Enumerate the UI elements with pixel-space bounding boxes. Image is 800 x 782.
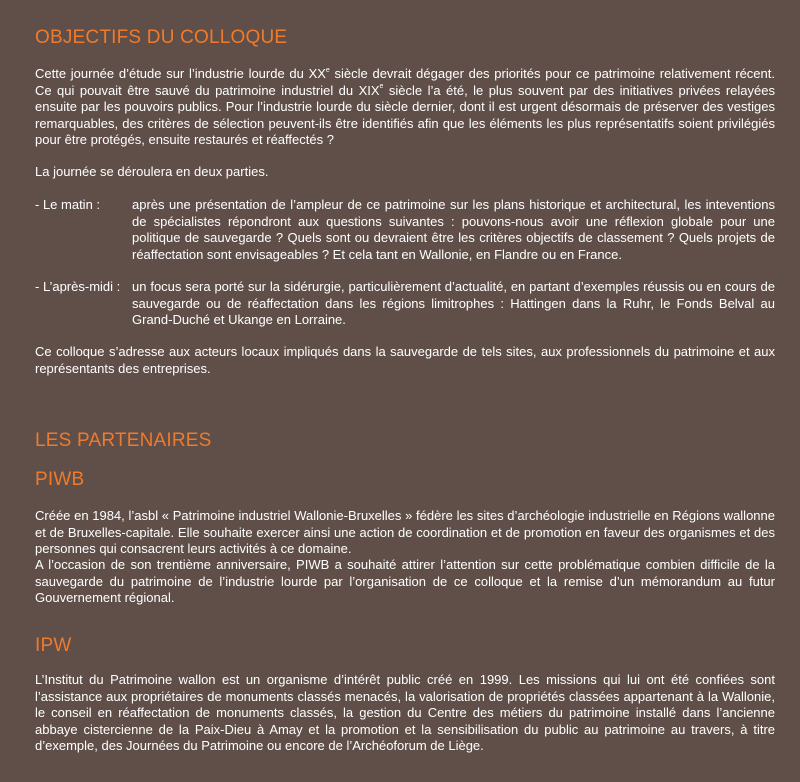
intro-text-1: Cette journée d’étude sur l’industrie lourde du XX (35, 66, 326, 81)
apresmidi-label: - L’après-midi : (35, 279, 121, 294)
piwb-heading: PIWB (35, 469, 85, 490)
apresmidi-item (35, 279, 775, 329)
intro-superscript-1: e (325, 66, 330, 74)
matin-text: après une présentation de l’ampleur de ce patrimoine sur les plans historique et architectural, les inteventions de spécialistes répondront aux questions suivantes : pouvons-nous avoir une réflexion globale pour une politique de sauvegarde ? Quels sont ou devraient être les critères objectifs de classement ? Quels projets de réaffectation sont envisageables ? Et cela tant en Wallonie, en Flandre ou en France. (132, 197, 775, 262)
objectifs-heading: OBJECTIFS DU COLLOQUE (35, 27, 288, 48)
ipw-paragraph: L’Institut du Patrimoine wallon est un organisme d’intérêt public créé en 1999. Les missions qui lui ont été confiées sont l’assistance aux propriétaires de monuments classés menacés, la valorisation de propriétés classées appartenant à la Wallonie, le conseil en réaffectation de monuments classés, la gestion du Centre des métiers du patrimoine installé dans l’ancienne abbaye cistercienne de la Paix-Dieu à Amay et la promotion et la sensibilisation du public au patrimoine au travers, à titre d’exemple, des Journées du Patrimoine ou encore de l’Archéoforum de Liège. (35, 672, 775, 754)
matin-label: - Le matin : (35, 197, 101, 212)
intro-text-2: siècle devrait dégager des priorités pour ce patrimoine relativement récent. Ce qui pouvait être sauvé du patrimoine industriel du XIX (35, 66, 775, 98)
ipw-heading: IPW (35, 635, 72, 656)
deux-parties-text: La journée se déroulera en deux parties. (35, 164, 269, 179)
intro-text-3: siècle l’a été, le plus souvent par des initiatives privées relayées ensuite par les pouvoirs publics. Pour l’industrie lourde du siècle dernier, dont il est urgent désormais de préserver des vestiges remarquables, des critères de sélection peuvent-ils être identifiés afin que les éléments les plus représentatifs soient privilégiés pour être protégés, ensuite restaurés et réaffectés ? (35, 82, 775, 148)
apresmidi-text: un focus sera porté sur la sidérurgie, particulièrement d’actualité, en partant d’exemples réussis ou en cours de sauvegarde ou de réaffectation dans les régions limitrophes : Hattingen dans la Ruhr, le Fonds Belval au Grand-Duché et Ukange en Lorraine. (132, 279, 775, 328)
audience-text: Ce colloque s’adresse aux acteurs locaux impliqués dans la sauvegarde de tels sites, aux professionnels du patrimoine et aux représentants des entreprises. (35, 344, 775, 376)
partenaires-heading: LES PARTENAIRES (35, 430, 212, 451)
piwb-paragraph-1: Créée en 1984, l’asbl « Patrimoine industriel Wallonie-Bruxelles » fédère les sites d’archéologie industrielle en Régions wallonne et de Bruxelles-capitale. Elle souhaite exercer ainsi une action de coordination et de promotion en faveur des organismes et des personnes qui consacrent leurs activités à ce domaine. (35, 508, 775, 557)
matin-item (35, 197, 775, 263)
piwb-paragraph-2: A l’occasion de son trentième anniversaire, PIWB a souhaité attirer l’attention sur cette problématique combien difficile de la sauvegarde du patrimoine de l’industrie lourde par l’organisation de ce colloque et la remise d’un mémorandum au futur Gouvernement régional. (35, 557, 775, 606)
objectifs-intro (35, 66, 775, 149)
intro-superscript-2: e (379, 83, 384, 91)
